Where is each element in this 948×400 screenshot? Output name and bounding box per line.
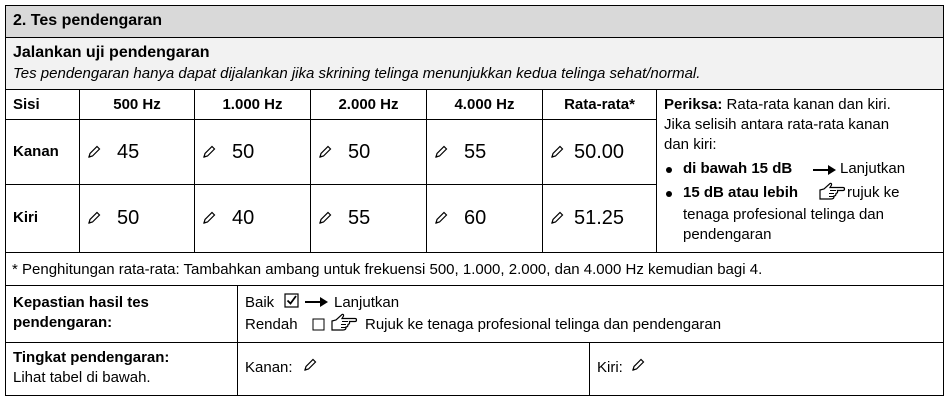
option-low-label: Rendah (245, 316, 298, 333)
value-cell[interactable]: 55 (464, 141, 487, 163)
checkbox-empty-icon[interactable] (312, 318, 325, 331)
pencil-icon[interactable] (631, 358, 645, 372)
check-lead: Periksa: (664, 96, 723, 113)
pointing-hand-icon (819, 182, 845, 202)
hearing-right-label: Kanan: (245, 359, 293, 376)
divider (542, 89, 543, 252)
footnote: * Penghitungan rata-rata: Tambahkan ambang untuk frekuensi 500, 1.000, 2.000, dan 4.000 Hz kemudian bagi 4. (12, 261, 763, 278)
pencil-icon (434, 145, 448, 159)
pencil-icon (202, 211, 216, 225)
divider (5, 285, 944, 286)
divider (5, 89, 944, 90)
header-4000hz: 4.000 Hz (454, 96, 515, 113)
certainty-label-line-1: Kepastian hasil tes (13, 294, 149, 311)
value-cell[interactable]: 40 (232, 207, 255, 229)
bullet-2-line-2: tenaga profesional telinga dan (683, 206, 884, 223)
value-cell[interactable]: 45 (117, 141, 140, 163)
row-label-left: Kiri (13, 209, 39, 226)
checkbox-checked-icon[interactable] (284, 293, 299, 308)
pencil-icon (318, 211, 332, 225)
divider (426, 89, 427, 252)
pencil-icon (550, 145, 564, 159)
pencil-icon (318, 145, 332, 159)
check-line-3: dan kiri: (664, 136, 717, 153)
check-line-1 (664, 96, 891, 113)
bullet-icon (666, 191, 672, 197)
header-500hz: 500 Hz (113, 96, 161, 113)
header-average: Rata-rata* (564, 96, 635, 113)
divider (589, 342, 590, 396)
arrow-right-icon (813, 164, 837, 176)
header-2000hz: 2.000 Hz (338, 96, 399, 113)
divider (5, 252, 944, 253)
pencil-icon (87, 145, 101, 159)
hearing-level-label: Tingkat pendengaran: (13, 349, 170, 366)
pencil-icon[interactable] (303, 358, 317, 372)
value-cell[interactable]: 51.25 (574, 207, 625, 229)
header-1000hz: 1.000 Hz (222, 96, 283, 113)
option-good-action: Lanjutkan (334, 294, 400, 311)
divider (237, 285, 238, 396)
hearing-level-sublabel: Lihat tabel di bawah. (13, 369, 151, 386)
divider (5, 342, 944, 343)
value-cell[interactable]: 50 (117, 207, 140, 229)
certainty-label-line-2: pendengaran: (13, 314, 113, 331)
bullet-2-line-3: pendengaran (683, 226, 772, 243)
check-line-1-rest: Rata-rata kanan dan kiri. (722, 96, 891, 113)
check-line-2: Jika selisih antara rata-rata kanan (664, 116, 890, 133)
divider (194, 89, 195, 252)
header-side: Sisi (13, 96, 40, 113)
arrow-right-icon (305, 296, 329, 308)
bullet-1-condition: di bawah 15 dB (683, 160, 793, 177)
section-title: 2. Tes pendengaran (13, 12, 163, 29)
bullet-icon (666, 167, 672, 173)
divider (5, 184, 656, 185)
value-cell[interactable]: 50 (232, 141, 255, 163)
intro-note: Tes pendengaran hanya dapat dijalankan jika skrining telinga menunjukkan kedua telinga sehat/normal. (13, 65, 701, 82)
intro-heading: Jalankan uji pendengaran (13, 44, 210, 61)
option-low-action: Rujuk ke tenaga profesional telinga dan pendengaran (365, 316, 722, 333)
divider (5, 119, 656, 120)
bullet-2-action: rujuk ke (847, 184, 900, 201)
bullet-2-condition: 15 dB atau lebih (683, 184, 799, 201)
value-cell[interactable]: 60 (464, 207, 487, 229)
pencil-icon (202, 145, 216, 159)
pencil-icon (550, 211, 564, 225)
value-cell[interactable]: 55 (348, 207, 371, 229)
row-label-right: Kanan (13, 143, 59, 160)
divider (656, 89, 657, 252)
divider (79, 89, 80, 252)
pencil-icon (87, 211, 101, 225)
bullet-1-action: Lanjutkan (840, 160, 906, 177)
pointing-hand-icon (331, 313, 357, 333)
hearing-left-label: Kiri: (597, 359, 623, 376)
value-cell[interactable]: 50 (348, 141, 371, 163)
value-cell[interactable]: 50.00 (574, 141, 625, 163)
option-good-label: Baik (245, 294, 275, 311)
divider (310, 89, 311, 252)
pencil-icon (434, 211, 448, 225)
